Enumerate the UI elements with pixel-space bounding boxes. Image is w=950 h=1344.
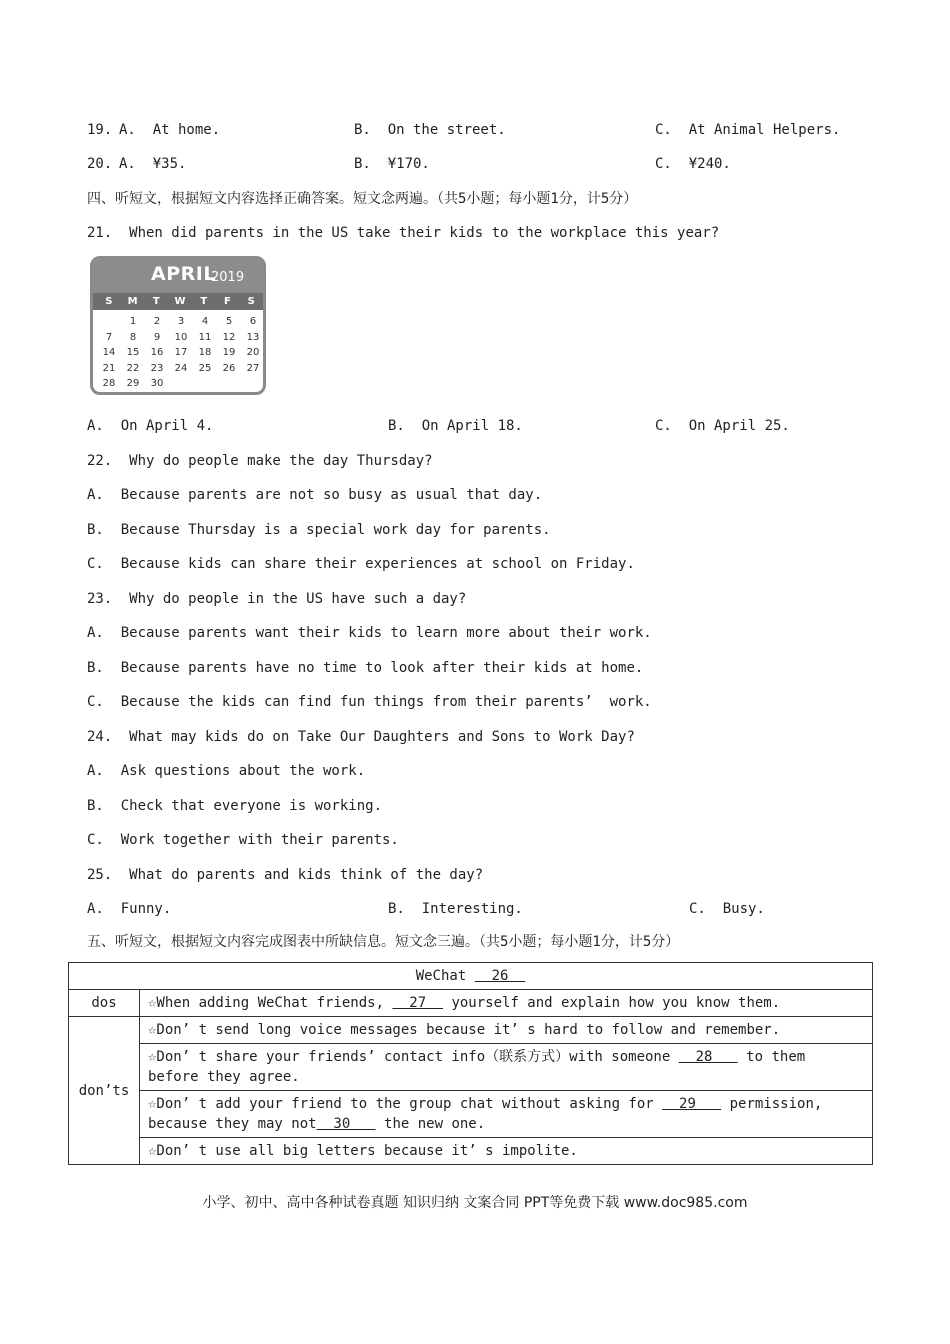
q20-option-a: A. ¥35. (119, 156, 187, 172)
q22-question: 22. Why do people make the day Thursday? (87, 453, 433, 469)
q20-option-b: B. ¥170. (354, 156, 430, 172)
q25-option-a: A. Funny. (87, 901, 172, 917)
calendar-day (97, 314, 121, 330)
calendar-year: 2019 (211, 270, 245, 285)
calendar-day: 7 (105, 331, 113, 343)
calendar-day: 5 (225, 316, 233, 327)
blank-30: 30 (316, 1116, 376, 1132)
calendar-day: 3 (177, 316, 185, 327)
q21-option-c: C. On April 25. (655, 418, 790, 434)
calendar-weekdays (93, 293, 263, 310)
calendar-weekday: S (105, 296, 113, 307)
table-title-cell (69, 963, 873, 990)
blank-28: 28 (678, 1049, 738, 1065)
calendar-day: 17 (174, 347, 188, 358)
table-row (69, 990, 873, 1017)
blank-26: 26 (474, 968, 526, 984)
calendar-weekday: W (174, 296, 186, 307)
q23-question: 23. Why do people in the US have such a day? (87, 591, 467, 607)
calendar-day: 30 (150, 378, 164, 389)
donts-label: don’ts (69, 1017, 140, 1165)
calendar-day: 29 (126, 378, 140, 389)
q19-option-a: A. At home. (119, 122, 221, 138)
donts-2-text-end: to them before they agree. (148, 1049, 806, 1085)
q21-option-b: B. On April 18. (388, 418, 523, 434)
calendar-day: 1 (129, 316, 137, 327)
q19-number: 19. (87, 122, 113, 138)
calendar-weekday: T (152, 296, 160, 307)
calendar-month: APRIL (151, 263, 216, 285)
q25-question: 25. What do parents and kids think of the day? (87, 867, 484, 883)
calendar-day: 6 (249, 316, 257, 327)
q24-option-a: A. Ask questions about the work. (87, 763, 366, 779)
q20-option-c: C. ¥240. (655, 156, 731, 172)
calendar-day (241, 376, 265, 392)
wechat-table (68, 962, 873, 1165)
donts-item-4: ☆Don’ t use all big letters because it’ s impolite. (140, 1138, 873, 1165)
q23-option-a: A. Because parents want their kids to learn more about their work. (87, 625, 652, 641)
calendar-day: 26 (222, 362, 236, 374)
table-row (69, 1017, 873, 1044)
dos-1-text-end: yourself and explain how you know them. (443, 995, 781, 1011)
calendar-header (93, 259, 263, 293)
calendar-day: 8 (129, 331, 137, 343)
donts-3-text-end: the new one. (375, 1116, 486, 1132)
q20-number: 20. (87, 156, 113, 172)
calendar-weekday: M (127, 296, 138, 307)
calendar-day: 4 (201, 316, 209, 327)
dos-1-text-start: ☆When adding WeChat friends, (148, 995, 393, 1011)
calendar-day: 13 (246, 331, 260, 343)
q23-option-b: B. Because parents have no time to look after their kids at home. (87, 660, 644, 676)
calendar-day (193, 376, 217, 392)
q24-question: 24. What may kids do on Take Our Daughters and Sons to Work Day? (87, 729, 635, 745)
blank-27: 27 (392, 995, 444, 1011)
q19-option-b: B. On the street. (354, 122, 506, 138)
calendar-day: 19 (222, 347, 236, 358)
q25-option-b: B. Interesting. (388, 901, 523, 917)
q22-option-b: B. Because Thursday is a special work day for parents. (87, 522, 551, 538)
calendar-day: 12 (222, 331, 236, 343)
blank-29: 29 (662, 1096, 722, 1112)
calendar-day: 2 (153, 316, 161, 327)
calendar-day: 10 (174, 331, 188, 343)
dos-label: dos (69, 990, 140, 1017)
calendar-weekday: S (247, 296, 255, 307)
calendar-day: 9 (153, 331, 161, 343)
q25-option-c: C. Busy. (689, 901, 765, 917)
donts-2-text-start: ☆Don’ t share your friends’ contact info（联系方式）with someone (148, 1049, 679, 1065)
q22-option-c: C. Because kids can share their experiences at school on Friday. (87, 556, 635, 572)
q24-option-c: C. Work together with their parents. (87, 832, 399, 848)
q23-option-c: C. Because the kids can find fun things from their parents’ work. (87, 694, 652, 710)
section4-heading: 四、听短文，根据短文内容选择正确答案。短文念两遍。（共5小题；每小题1分，计5分） (87, 191, 638, 207)
calendar-day (169, 376, 193, 392)
calendar-weekday: F (224, 296, 231, 307)
table-row (69, 1044, 873, 1091)
section5-heading: 五、听短文，根据短文内容完成图表中所缺信息。短文念三遍。（共5小题；每小题1分，计5分） (87, 934, 680, 950)
donts-item-1: ☆Don’ t send long voice messages because it’ s hard to follow and remember. (140, 1017, 873, 1044)
table-title: WeChat (415, 968, 475, 984)
donts-item-2 (140, 1044, 873, 1091)
table-row (69, 1138, 873, 1165)
table-row (69, 963, 873, 990)
table-row (69, 1091, 873, 1138)
calendar-day: 24 (174, 362, 188, 374)
calendar-day: 23 (150, 362, 164, 374)
dos-item-1 (140, 990, 873, 1017)
calendar-day: 25 (198, 362, 212, 374)
footer-watermark: 小学、初中、高中各种试卷真题 知识归纳 文案合同 PPT等免费下载 www.doc985.com (202, 1195, 748, 1211)
donts-item-3 (140, 1091, 873, 1138)
calendar-days (93, 310, 263, 392)
calendar-day: 11 (198, 331, 212, 343)
q21-question: 21. When did parents in the US take their kids to the workplace this year? (87, 225, 720, 241)
calendar-day: 20 (246, 347, 260, 358)
q24-option-b: B. Check that everyone is working. (87, 798, 383, 814)
april-calendar-image (90, 256, 266, 395)
calendar-day: 14 (102, 347, 116, 358)
calendar-day: 15 (126, 347, 140, 358)
calendar-day: 22 (126, 362, 140, 374)
calendar-day: 27 (246, 362, 260, 374)
calendar-day: 18 (198, 347, 212, 358)
donts-3-text-mid: permission, because they may not (148, 1096, 823, 1132)
calendar-day: 21 (102, 362, 116, 374)
q21-option-a: A. On April 4. (87, 418, 214, 434)
calendar-day: 28 (102, 378, 116, 389)
q22-option-a: A. Because parents are not so busy as usual that day. (87, 487, 543, 503)
donts-3-text-start: ☆Don’ t add your friend to the group chat without asking for (148, 1096, 663, 1112)
calendar-day: 16 (150, 347, 164, 358)
calendar-day (217, 376, 241, 392)
calendar-weekday: T (200, 296, 208, 307)
q19-option-c: C. At Animal Helpers. (655, 122, 841, 138)
